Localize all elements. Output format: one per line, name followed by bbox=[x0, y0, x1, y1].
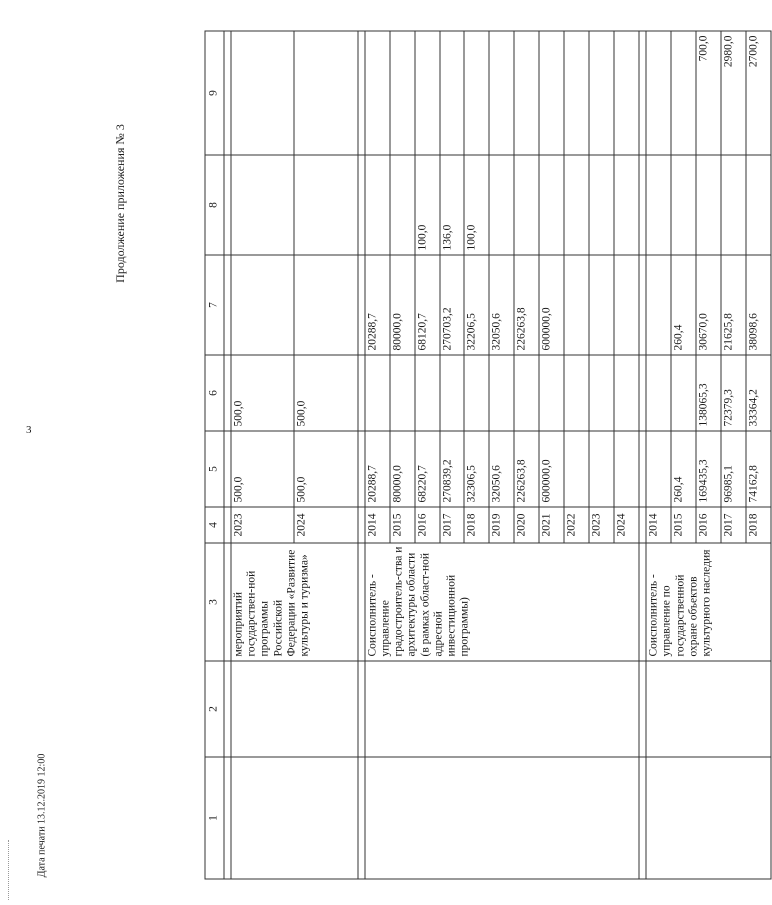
other-cell bbox=[415, 31, 440, 155]
federal-cell: 138065,3 bbox=[696, 355, 721, 431]
regional-cell bbox=[564, 255, 589, 355]
federal-cell bbox=[415, 355, 440, 431]
local-cell: 136,0 bbox=[440, 155, 465, 255]
local-cell bbox=[564, 155, 589, 255]
spacer-cell bbox=[639, 543, 646, 661]
regional-cell bbox=[589, 255, 614, 355]
col1-cell bbox=[365, 757, 639, 879]
regional-cell: 32206,5 bbox=[464, 255, 489, 355]
total-cell bbox=[614, 431, 639, 507]
spacer-cell bbox=[639, 31, 646, 155]
year-cell: 2016 bbox=[415, 507, 440, 543]
appendix-note: Продолжение приложения № 3 bbox=[112, 124, 127, 283]
other-cell: 2980,0 bbox=[721, 31, 746, 155]
total-cell: 260,4 bbox=[671, 431, 696, 507]
year-cell: 2021 bbox=[539, 507, 564, 543]
regional-cell: 270703,2 bbox=[440, 255, 465, 355]
federal-cell: 500,0 bbox=[231, 355, 294, 431]
local-cell: 100,0 bbox=[464, 155, 489, 255]
local-cell bbox=[721, 155, 746, 255]
col-header-6: 6 bbox=[205, 355, 224, 431]
other-cell bbox=[489, 31, 514, 155]
page-number: 3 bbox=[26, 424, 32, 436]
total-cell: 169435,3 bbox=[696, 431, 721, 507]
col-header-7: 7 bbox=[205, 255, 224, 355]
year-cell: 2017 bbox=[440, 507, 465, 543]
total-cell: 32306,5 bbox=[464, 431, 489, 507]
year-cell: 2017 bbox=[721, 507, 746, 543]
spacer-cell bbox=[358, 431, 365, 507]
regional-cell: 21625,8 bbox=[721, 255, 746, 355]
total-cell: 600000,0 bbox=[539, 431, 564, 507]
total-cell bbox=[564, 431, 589, 507]
col-header-1: 1 bbox=[205, 757, 224, 879]
spacer-cell bbox=[639, 355, 646, 431]
other-cell bbox=[365, 31, 390, 155]
executor-cell: мероприятий государствен-ной программы Российской Федерации «Развитие культуры и туризма» bbox=[231, 543, 358, 661]
year-cell: 2018 bbox=[464, 507, 489, 543]
spacer-cell bbox=[639, 255, 646, 355]
local-cell: 100,0 bbox=[415, 155, 440, 255]
col-header-3: 3 bbox=[205, 543, 224, 661]
year-cell: 2015 bbox=[671, 507, 696, 543]
federal-cell: 500,0 bbox=[294, 355, 357, 431]
regional-cell: 80000,0 bbox=[390, 255, 415, 355]
federal-cell bbox=[390, 355, 415, 431]
total-cell: 226263,8 bbox=[514, 431, 539, 507]
regional-cell: 226263,8 bbox=[514, 255, 539, 355]
total-cell: 500,0 bbox=[231, 431, 294, 507]
other-cell bbox=[231, 31, 294, 155]
regional-cell bbox=[294, 255, 357, 355]
federal-cell bbox=[440, 355, 465, 431]
print-date: Дата печати 13.12.2019 12:00 bbox=[36, 753, 48, 878]
year-cell: 2022 bbox=[564, 507, 589, 543]
total-cell: 270839,2 bbox=[440, 431, 465, 507]
year-cell: 2023 bbox=[231, 507, 294, 543]
total-cell: 68220,7 bbox=[415, 431, 440, 507]
spacer-cell bbox=[639, 757, 646, 879]
local-cell bbox=[231, 155, 294, 255]
year-cell: 2020 bbox=[514, 507, 539, 543]
spacer-cell bbox=[639, 431, 646, 507]
local-cell bbox=[646, 155, 671, 255]
spacer-cell bbox=[358, 355, 365, 431]
spacer-cell bbox=[639, 507, 646, 543]
header-row bbox=[205, 31, 224, 879]
regional-cell: 260,4 bbox=[671, 255, 696, 355]
total-cell bbox=[589, 431, 614, 507]
year-cell: 2024 bbox=[614, 507, 639, 543]
spacer-cell bbox=[358, 255, 365, 355]
col1-cell bbox=[231, 757, 358, 879]
regional-cell: 32050,6 bbox=[489, 255, 514, 355]
local-cell bbox=[514, 155, 539, 255]
other-cell bbox=[614, 31, 639, 155]
total-cell: 32050,6 bbox=[489, 431, 514, 507]
local-cell bbox=[614, 155, 639, 255]
spacer-cell bbox=[358, 155, 365, 255]
year-cell: 2014 bbox=[365, 507, 390, 543]
regional-cell: 30670,0 bbox=[696, 255, 721, 355]
other-cell bbox=[589, 31, 614, 155]
local-cell bbox=[589, 155, 614, 255]
regional-cell: 68120,7 bbox=[415, 255, 440, 355]
table-row bbox=[365, 31, 390, 879]
federal-cell bbox=[539, 355, 564, 431]
federal-cell bbox=[489, 355, 514, 431]
regional-cell: 20288,7 bbox=[365, 255, 390, 355]
col1-cell bbox=[646, 757, 771, 879]
other-cell: 700,0 bbox=[696, 31, 721, 155]
total-cell bbox=[646, 431, 671, 507]
spacer-row bbox=[224, 31, 231, 879]
other-cell bbox=[464, 31, 489, 155]
executor-cell: Соисполнитель - управление градостроитель-ства и архитектуры области (в рамках област-ной адресной инвестиционной программы) bbox=[365, 543, 639, 661]
other-cell: 2700,0 bbox=[746, 31, 771, 155]
other-cell bbox=[671, 31, 696, 155]
federal-cell bbox=[614, 355, 639, 431]
other-cell bbox=[440, 31, 465, 155]
federal-cell: 72379,3 bbox=[721, 355, 746, 431]
year-cell: 2019 bbox=[489, 507, 514, 543]
budget-table-wrapper bbox=[205, 32, 772, 880]
col2-cell bbox=[646, 661, 771, 757]
federal-cell bbox=[514, 355, 539, 431]
local-cell bbox=[671, 155, 696, 255]
federal-cell bbox=[646, 355, 671, 431]
col2-cell bbox=[231, 661, 358, 757]
col-header-9: 9 bbox=[205, 31, 224, 155]
spacer-cell bbox=[358, 757, 365, 879]
col-header-4: 4 bbox=[205, 507, 224, 543]
total-cell: 96985,1 bbox=[721, 431, 746, 507]
federal-cell bbox=[365, 355, 390, 431]
year-cell: 2016 bbox=[696, 507, 721, 543]
total-cell: 74162,8 bbox=[746, 431, 771, 507]
spacer-row bbox=[358, 31, 365, 879]
regional-cell bbox=[646, 255, 671, 355]
local-cell bbox=[489, 155, 514, 255]
spacer-cell bbox=[358, 543, 365, 661]
local-cell bbox=[365, 155, 390, 255]
col-header-8: 8 bbox=[205, 155, 224, 255]
local-cell bbox=[539, 155, 564, 255]
total-cell: 80000,0 bbox=[390, 431, 415, 507]
table-row bbox=[646, 31, 671, 879]
local-cell bbox=[746, 155, 771, 255]
executor-cell: Соисполнитель - управление по государственной охране объектов культурного наследия bbox=[646, 543, 771, 661]
regional-cell bbox=[231, 255, 294, 355]
local-cell bbox=[390, 155, 415, 255]
other-cell bbox=[564, 31, 589, 155]
other-cell bbox=[646, 31, 671, 155]
spacer-cell bbox=[639, 155, 646, 255]
other-cell bbox=[514, 31, 539, 155]
federal-cell: 33364,2 bbox=[746, 355, 771, 431]
other-cell bbox=[294, 31, 357, 155]
year-cell: 2024 bbox=[294, 507, 357, 543]
federal-cell bbox=[589, 355, 614, 431]
spacer-row bbox=[639, 31, 646, 879]
spacer-cell bbox=[358, 31, 365, 155]
year-cell: 2015 bbox=[390, 507, 415, 543]
table-body bbox=[224, 31, 771, 879]
year-cell: 2018 bbox=[746, 507, 771, 543]
spacer-cell bbox=[639, 661, 646, 757]
regional-cell: 600000,0 bbox=[539, 255, 564, 355]
spacer-cell bbox=[358, 661, 365, 757]
federal-cell bbox=[464, 355, 489, 431]
table-row bbox=[231, 31, 294, 879]
margin-marks bbox=[8, 840, 11, 900]
year-cell: 2023 bbox=[589, 507, 614, 543]
col-header-2: 2 bbox=[205, 661, 224, 757]
other-cell bbox=[539, 31, 564, 155]
budget-table bbox=[205, 31, 772, 880]
local-cell bbox=[294, 155, 357, 255]
federal-cell bbox=[564, 355, 589, 431]
other-cell bbox=[390, 31, 415, 155]
total-cell: 500,0 bbox=[294, 431, 357, 507]
col2-cell bbox=[365, 661, 639, 757]
spacer-cell bbox=[358, 507, 365, 543]
col-header-5: 5 bbox=[205, 431, 224, 507]
regional-cell: 38098,6 bbox=[746, 255, 771, 355]
year-cell: 2014 bbox=[646, 507, 671, 543]
regional-cell bbox=[614, 255, 639, 355]
total-cell: 20288,7 bbox=[365, 431, 390, 507]
local-cell bbox=[696, 155, 721, 255]
federal-cell bbox=[671, 355, 696, 431]
